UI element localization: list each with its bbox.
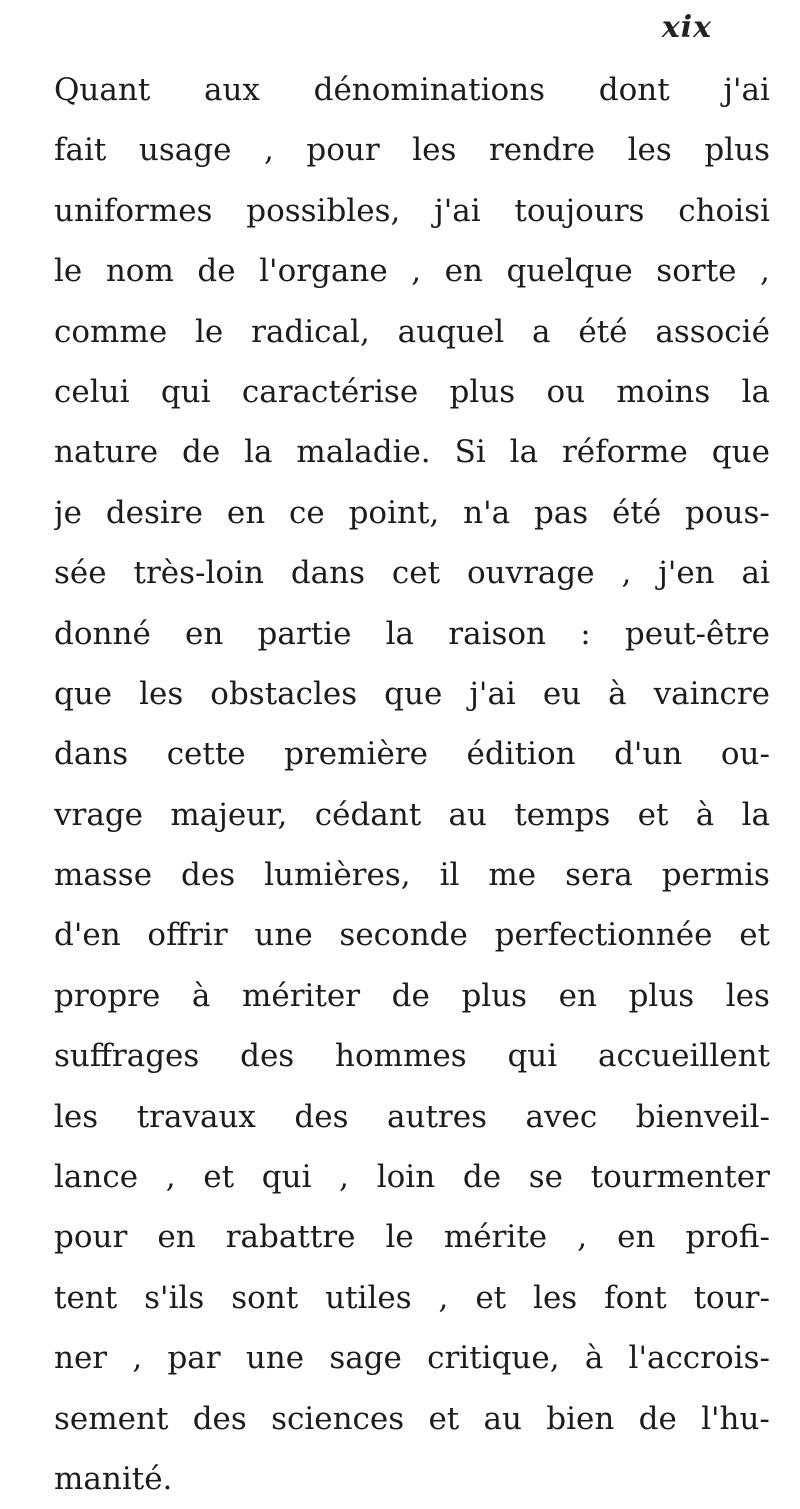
word: donné [54,615,151,652]
page-number: xix [661,10,712,45]
word: et [428,1400,460,1437]
word: obstacles [210,675,358,712]
text-line [54,422,770,482]
word: j'ai [469,675,516,712]
word: masse [54,857,153,894]
word: à [608,675,627,712]
word: les [54,1098,99,1135]
text-line [54,1268,770,1328]
word: tourmenter [590,1159,770,1196]
word: en [558,977,597,1014]
word: possibles, [246,192,401,229]
word: et [739,917,770,954]
word: ai [741,555,770,592]
word: j'en [658,555,715,592]
word: de [638,1400,677,1437]
word: sorte [656,253,737,290]
word: critique, [427,1340,560,1377]
word: , [438,1279,449,1316]
word: ouvrage [466,555,595,592]
word: de [181,434,221,471]
word: dont [598,72,670,108]
word: ce [289,494,325,531]
word: peut-être [624,615,770,652]
word: des [294,1098,349,1135]
word: et [203,1159,235,1196]
word: j'ai [434,192,481,229]
word: partie [257,615,352,652]
word: temps [514,796,611,833]
word: en [185,615,224,652]
word: très-loin [133,555,264,592]
text-line [54,1207,770,1267]
word: seconde [339,917,468,954]
word: et [475,1279,507,1316]
word: sement [54,1400,169,1437]
word: desire [105,494,203,531]
word: nom [105,253,174,290]
word: sera [565,857,633,894]
word: les [627,132,672,169]
word: cet [391,555,441,592]
word: plus [461,977,528,1014]
word: la [509,434,539,471]
word: en [444,253,483,290]
word: vrage [54,796,144,833]
word: la [741,796,770,833]
word: lance [54,1159,139,1196]
word: caractérise [241,373,419,410]
word: rabattre [225,1219,356,1256]
word: nature [54,434,159,471]
text-line [54,302,770,362]
word: s'ils [144,1279,205,1316]
word: travaux [136,1098,256,1135]
word: d'un [614,736,683,773]
word: bien [546,1400,615,1437]
word: des [192,1400,247,1437]
word: uniformes [54,192,213,229]
word: profi- [685,1219,770,1256]
text-line [54,905,770,965]
word: pas [533,494,589,531]
word: hommes [334,1038,467,1075]
word: eu [542,675,582,712]
word: édition [466,736,576,773]
text-line [54,1328,770,1388]
word: auquel [397,313,505,350]
word: tour- [693,1279,770,1316]
word: pous- [685,494,770,531]
text-line [54,543,770,603]
word: , [339,1159,350,1196]
word: avec [525,1098,598,1135]
word: en [226,494,266,531]
word: radical, [251,313,370,350]
word: cédant [314,796,422,833]
word: point, [348,494,440,531]
word: au [448,796,487,833]
word: la [741,373,770,410]
text-line [54,664,770,724]
word: par [167,1340,221,1377]
word: celui [54,373,130,410]
word: associé [655,313,770,350]
word: sont [231,1279,299,1316]
word: en [157,1219,196,1256]
text-line [54,181,770,241]
text-line [54,1389,770,1449]
word: plus [449,373,516,410]
word: fait [54,132,107,169]
word: cette [166,736,246,773]
word: utiles [325,1279,412,1316]
word: , [577,1219,588,1256]
word: que [384,675,443,712]
word: qui [507,1038,558,1075]
word: Quant [54,72,151,108]
text-line [54,845,770,905]
word: propre [54,977,161,1014]
word: : [580,615,591,652]
text-line [54,724,770,784]
word: que [711,434,770,471]
text-line [54,241,770,301]
word: les [139,675,184,712]
word: des [181,857,236,894]
word: se [528,1159,563,1196]
word: ner [54,1340,108,1377]
word: toujours [514,192,645,229]
word: sciences [271,1400,405,1437]
word: les [533,1279,578,1316]
word: , [760,253,770,290]
word: des [240,1038,295,1075]
word: maladie. [296,434,431,471]
word: perfectionnée [494,917,713,954]
word: que [54,675,113,712]
word: en [617,1219,656,1256]
word: , [165,1159,176,1196]
word: loin [376,1159,436,1196]
word: offrir [147,917,228,954]
word: une [245,1340,305,1377]
word: plus [704,132,770,169]
text-line [54,483,770,543]
word: les [412,132,457,169]
word: dénominations [313,72,546,108]
word: dans [290,555,366,592]
word: le [385,1219,414,1256]
text-line [54,1087,770,1147]
word: ou [546,373,586,410]
word: majeur, [170,796,288,833]
word: l'hu- [701,1400,770,1437]
word: quelque [506,253,633,290]
word: n'a [463,494,511,531]
word: le [195,313,224,350]
word: moins [616,373,711,410]
word: comme [54,313,168,350]
word: sée [54,555,107,592]
word: tent [54,1279,118,1316]
word: la [244,434,273,471]
word: lumières, [264,857,411,894]
word: qui [160,373,211,410]
word: la [385,615,415,652]
word: l'accrois- [628,1340,770,1377]
word: une [254,917,313,954]
text-line [54,1147,770,1207]
word: choisi [678,192,770,229]
word: qui [261,1159,312,1196]
word: rendre [488,132,596,169]
word: à [584,1340,604,1377]
word: usage [138,132,232,169]
word: , [263,132,274,169]
word: d'en [54,917,121,954]
word: sage [329,1340,402,1377]
text-line: manité. [54,1460,173,1497]
word: dans [54,736,129,773]
word: à [191,977,211,1014]
word: le [54,253,83,290]
word: réforme [561,434,688,471]
word: vaincre [653,675,770,712]
word: suffrages [54,1038,200,1075]
word: autres [387,1098,488,1135]
text-line [54,362,770,422]
word: , [621,555,632,592]
word: été [612,494,662,531]
word: mériter [241,977,361,1014]
text-line [54,60,770,120]
word: les [725,977,770,1014]
word: raison [448,615,547,652]
word: de [197,253,236,290]
word: de [462,1159,502,1196]
word: l'organe [259,253,388,290]
word: je [54,494,82,531]
text-line [54,604,770,664]
word: pour [306,132,380,169]
word: j'ai [723,72,770,108]
word: et [637,796,669,833]
word: il [439,857,460,894]
word: accueillent [597,1038,770,1075]
text-line [54,1026,770,1086]
word: pour [54,1219,128,1256]
word: me [488,857,537,894]
word: plus [628,977,695,1014]
word: Si [454,434,486,471]
word: , [132,1340,143,1377]
word: ou- [720,736,770,773]
word: aux [203,72,260,108]
word: , [411,253,422,290]
word: bienveil- [635,1098,770,1135]
text-line [54,120,770,180]
word: à [695,796,715,833]
text-line [54,966,770,1026]
word: permis [661,857,770,894]
word: été [578,313,628,350]
word: font [604,1279,667,1316]
text-line [54,785,770,845]
word: mérite [443,1219,548,1256]
body-text [54,60,770,1509]
word: première [284,736,428,773]
word: de [391,977,430,1014]
word: au [483,1400,522,1437]
word: a [532,313,551,350]
